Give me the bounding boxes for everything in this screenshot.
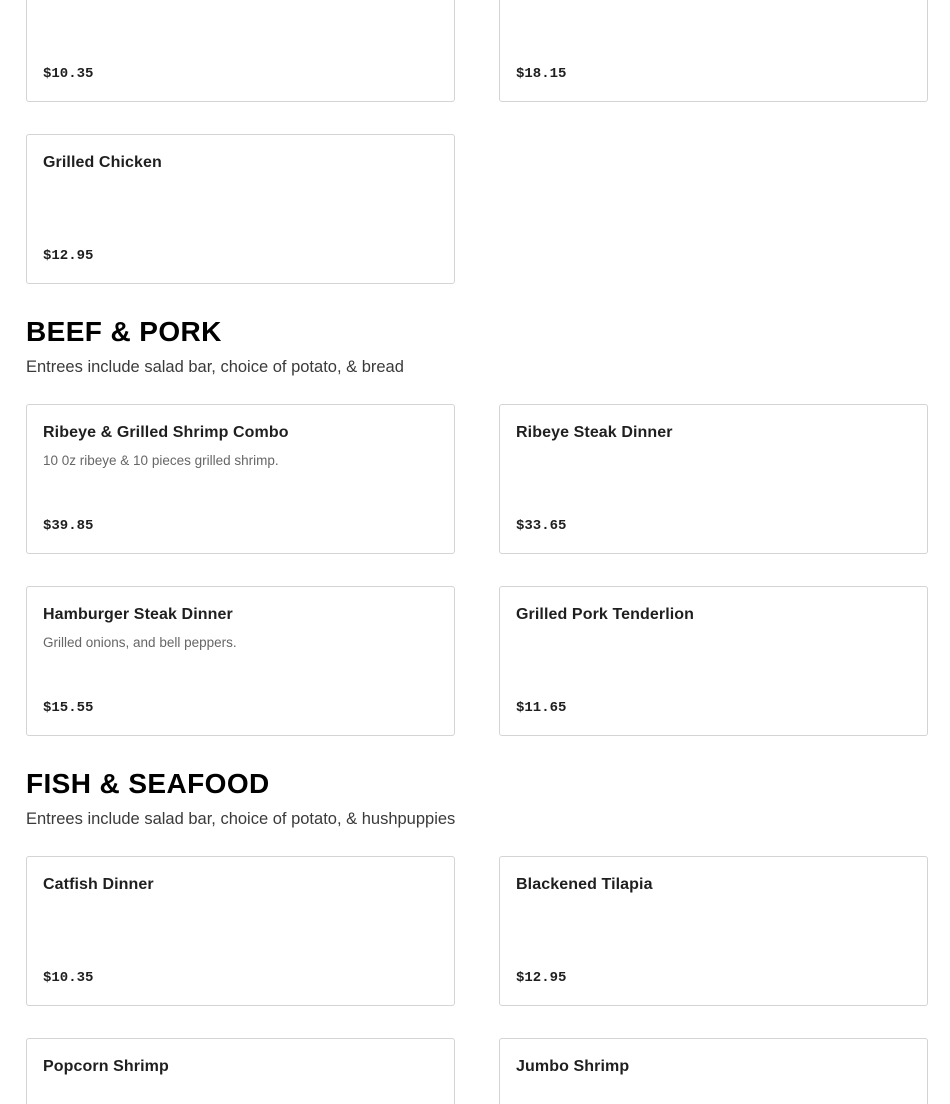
menu-item-card[interactable]: [499, 1038, 928, 1104]
item-name: Grilled Chicken: [43, 154, 162, 171]
section-subtitle-fish-seafood: Entrees include salad bar, choice of potato, & hushpuppies: [26, 810, 456, 828]
menu-item-card[interactable]: [26, 404, 455, 554]
item-price: $10.35: [43, 970, 94, 986]
item-name: Hamburger Steak Dinner: [43, 606, 233, 623]
item-name: Ribeye Steak Dinner: [516, 424, 673, 441]
menu-item-card[interactable]: [26, 1038, 455, 1104]
item-name: Blackened Tilapia: [516, 876, 653, 893]
menu-item-card[interactable]: [499, 856, 928, 1006]
item-description: 10 0z ribeye & 10 pieces grilled shrimp.: [43, 453, 279, 468]
item-price: $33.65: [516, 518, 567, 534]
item-name: Catfish Dinner: [43, 876, 154, 893]
item-price: $11.65: [516, 700, 567, 716]
item-description: Grilled onions, and bell peppers.: [43, 635, 237, 650]
item-price: $12.95: [43, 248, 94, 264]
menu-item-card[interactable]: [26, 586, 455, 736]
item-name: Jumbo Shrimp: [516, 1058, 630, 1075]
item-price: $10.35: [43, 66, 94, 82]
section-subtitle-beef-pork: Entrees include salad bar, choice of potato, & bread: [26, 358, 404, 376]
item-price: $12.95: [516, 970, 567, 986]
item-name: Ribeye & Grilled Shrimp Combo: [43, 424, 289, 441]
menu-item-card[interactable]: [499, 586, 928, 736]
section-title-fish-seafood: FISH & SEAFOOD: [26, 768, 270, 799]
item-price: $18.15: [516, 66, 567, 82]
menu-item-card[interactable]: [499, 0, 928, 102]
menu-item-card[interactable]: [26, 134, 455, 284]
item-name: Grilled Pork Tenderlion: [516, 606, 695, 623]
menu-item-card[interactable]: [26, 0, 455, 102]
menu-item-card[interactable]: [499, 404, 928, 554]
item-price: $15.55: [43, 700, 94, 716]
item-price: $39.85: [43, 518, 94, 534]
item-name: Popcorn Shrimp: [43, 1058, 169, 1075]
menu-item-card[interactable]: [26, 856, 455, 1006]
section-title-beef-pork: BEEF & PORK: [26, 316, 222, 347]
